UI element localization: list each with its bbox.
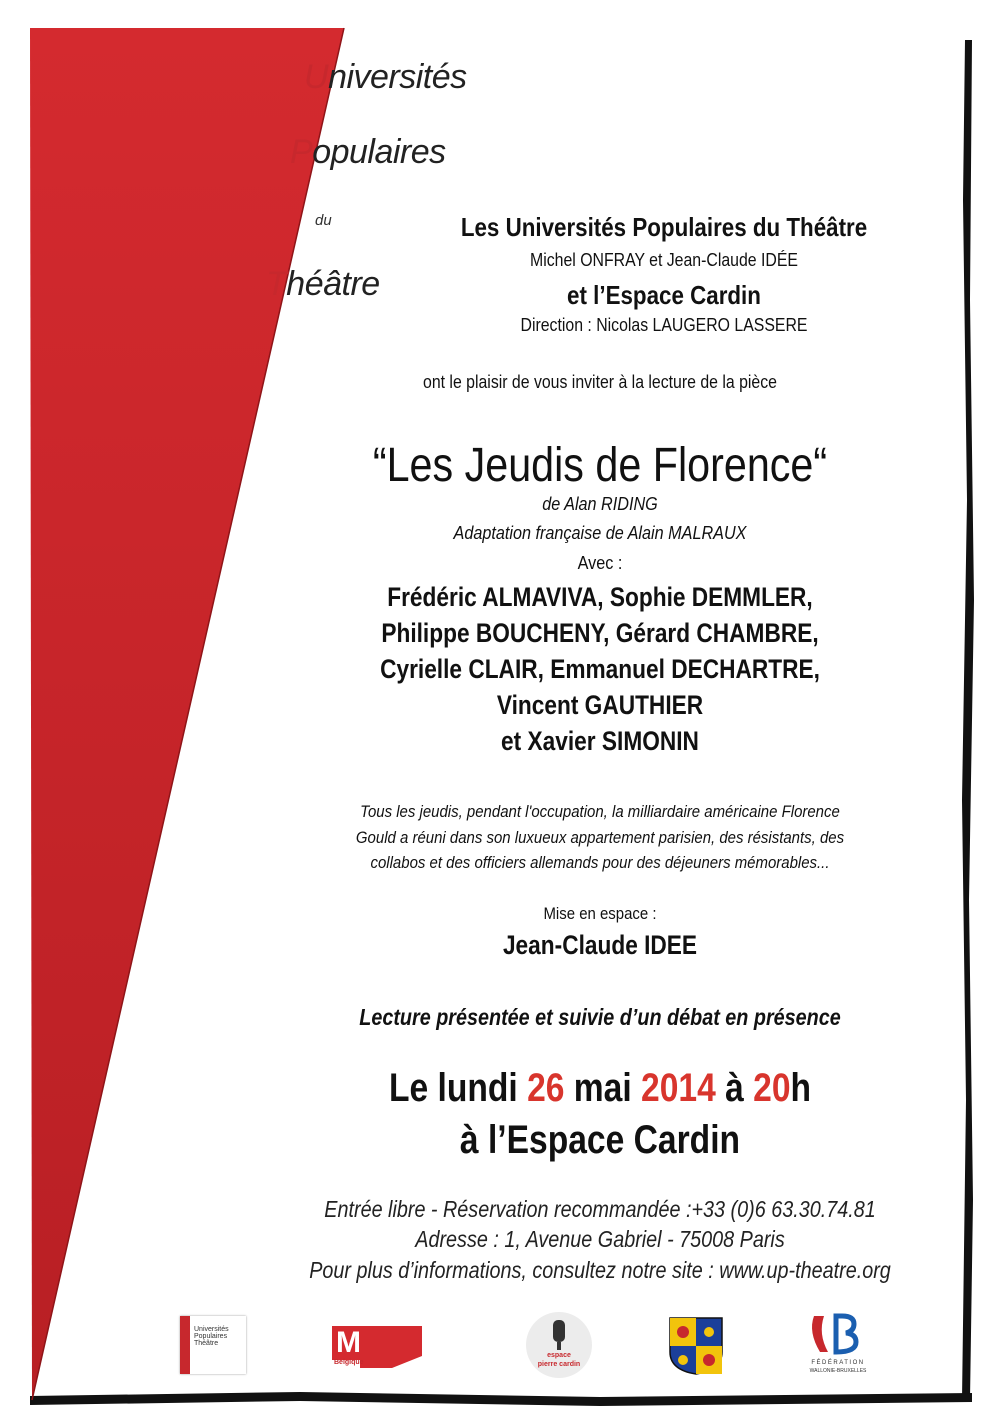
- date-year: 2014: [641, 1066, 716, 1110]
- date-hour: 20: [753, 1066, 791, 1110]
- m-subtext: Belgique: [334, 1359, 364, 1366]
- cast-label: Avec :: [577, 553, 623, 573]
- microphone-icon: [526, 1312, 592, 1378]
- cardin-line-1: espace: [547, 1352, 571, 1359]
- brand-rest-3: héâtre: [286, 265, 380, 303]
- org-subtitle: Michel ONFRAY et Jean-Claude IDÉE: [530, 250, 798, 270]
- brand-word-1: [304, 58, 467, 97]
- date-month: mai: [564, 1066, 642, 1110]
- up-logo-line-3: Théâtre: [194, 1340, 219, 1347]
- coat-of-arms-logo: [668, 1316, 724, 1381]
- org-title: Les Universités Populaires du Théâtre: [460, 212, 868, 242]
- up-theatre-logo: [180, 1316, 246, 1374]
- shield-icon: [668, 1316, 724, 1376]
- staging-label: Mise en espace :: [543, 904, 657, 923]
- cast-line-5: et Xavier SIMONIN: [501, 726, 699, 756]
- synopsis-line-1: Tous les jeudis, pendant l'occupation, la milliardaire américaine Florence: [360, 802, 840, 821]
- org2-subtitle: Direction : Nicolas LAUGERO LASSERE: [520, 315, 808, 335]
- cast-line-4: Vincent GAUTHIER: [496, 690, 704, 720]
- cast-line-1: Frédéric ALMAVIVA, Sophie DEMMLER,: [387, 582, 813, 612]
- synopsis-line-2: Gould a réuni dans son luxueux appartement parisien, des résistants, des: [355, 828, 845, 847]
- brand-rest-1: niversités: [328, 58, 467, 96]
- brand-du: du: [315, 212, 332, 229]
- event-date: [298, 1066, 903, 1111]
- m-belgique-logo: [332, 1326, 422, 1368]
- border-right: [962, 40, 974, 1400]
- info-line-3: Pour plus d’informations, consultez notre site : www.up-theatre.org: [309, 1257, 891, 1283]
- date-prefix: Le lundi: [388, 1066, 528, 1110]
- staging-name: Jean-Claude IDEE: [502, 930, 698, 960]
- brand-cap-p: P: [290, 133, 313, 171]
- info-line-1: Entrée libre - Réservation recommandée :+33 (0)6 63.30.74.81: [324, 1196, 876, 1222]
- brand-cap-t: T: [266, 265, 287, 303]
- brand-word-2: [290, 133, 446, 172]
- fed-line-2: WALLONIE-BRUXELLES: [809, 1368, 867, 1374]
- fed-line-1: FÉDÉRATION: [811, 1360, 865, 1366]
- federation-wb-logo: [806, 1312, 870, 1378]
- date-at: à: [715, 1066, 754, 1110]
- play-author: de Alan RIDING: [542, 494, 658, 514]
- org2-title: et l’Espace Cardin: [567, 280, 761, 310]
- up-logo-line-2: Populaires: [194, 1333, 228, 1340]
- play-title: “Les Jeudis de Florence“: [372, 439, 828, 492]
- play-adaptation: Adaptation française de Alain MALRAUX: [453, 523, 747, 543]
- synopsis-line-3: collabos et des officiers allemands pour des déjeuners mémorables...: [370, 853, 830, 872]
- border-bottom: [30, 1392, 972, 1406]
- brand-rest-2: opulaires: [312, 133, 446, 171]
- wb-symbol-icon: [806, 1312, 870, 1356]
- espace-cardin-logo: [526, 1312, 592, 1378]
- brand-word-3: [266, 265, 380, 304]
- date-h: h: [790, 1066, 812, 1110]
- date-day: 26: [527, 1066, 565, 1110]
- info-line-2: Adresse : 1, Avenue Gabriel - 75008 Paris: [415, 1226, 785, 1252]
- up-logo-line-1: Universités: [194, 1326, 229, 1333]
- event-venue: à l’Espace Cardin: [459, 1118, 741, 1162]
- lecture-note: Lecture présentée et suivie d’un débat en présence: [359, 1004, 841, 1030]
- cardin-line-2: pierre cardin: [537, 1361, 581, 1368]
- invitation-text: ont le plaisir de vous inviter à la lecture de la pièce: [423, 372, 777, 392]
- brand-cap-u: U: [304, 58, 329, 96]
- cast-line-2: Philippe BOUCHENY, Gérard CHAMBRE,: [381, 618, 819, 648]
- m-letter: M: [336, 1326, 361, 1359]
- cast-line-3: Cyrielle CLAIR, Emmanuel DECHARTRE,: [380, 654, 820, 684]
